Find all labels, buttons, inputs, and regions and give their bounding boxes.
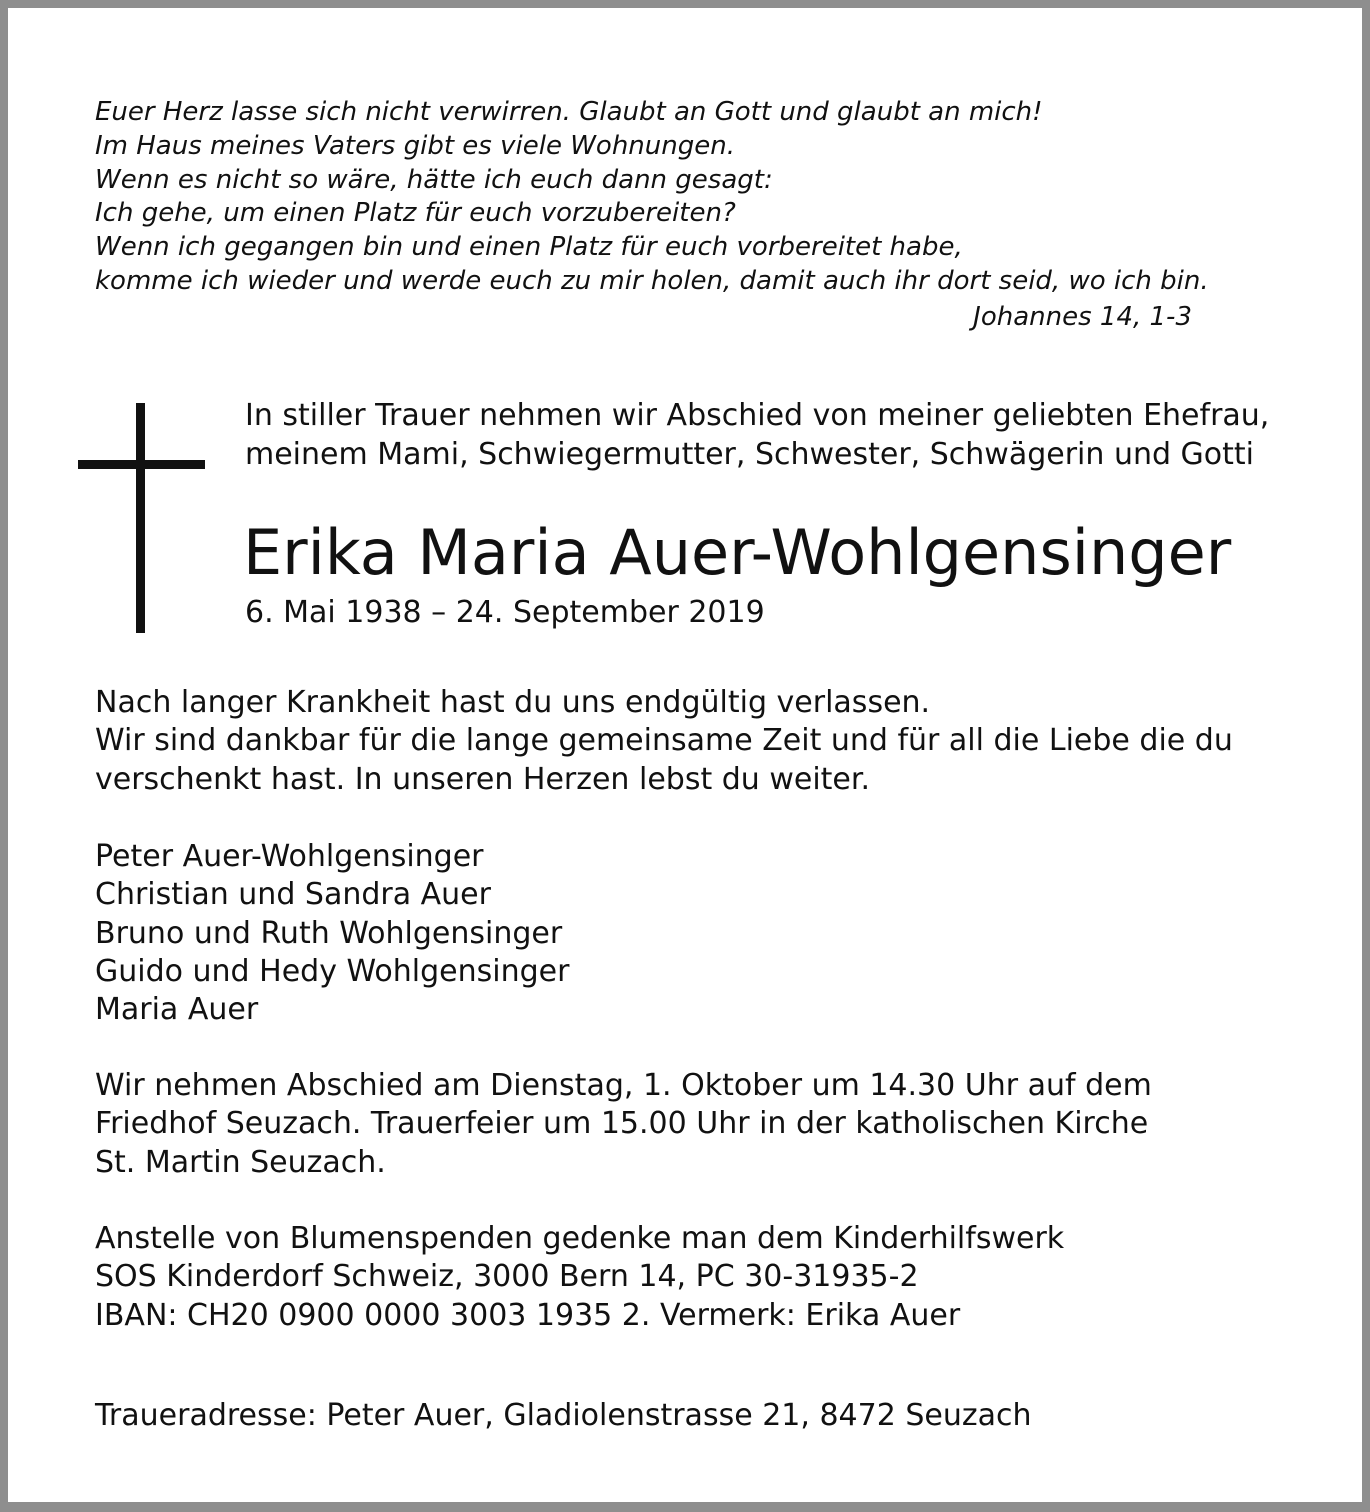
intro-line: meinem Mami, Schwiegermutter, Schwester, Schwägerin und Gotti xyxy=(245,436,1255,472)
mourning-address xyxy=(95,1397,1031,1435)
verse-line: Wenn es nicht so wäre, hätte ich euch dann gesagt: xyxy=(95,164,773,195)
intro-line: In stiller Trauer nehmen wir Abschied von meiner geliebten Ehefrau, xyxy=(245,398,1270,433)
donation-line: SOS Kinderdorf Schweiz, 3000 Bern 14, PC 30-31935-2 xyxy=(95,1259,919,1295)
family-member: Peter Auer-Wohlgensinger xyxy=(95,839,484,874)
message-line: Wir sind dankbar für die lange gemeinsame Zeit und für all die Liebe die du xyxy=(95,723,1233,759)
verse-line: Wenn ich gegangen bin und einen Platz für euch vorbereitet habe, xyxy=(95,232,963,263)
verse-line: Euer Herz lasse sich nicht verwirren. Glaubt an Gott und glaubt an mich! xyxy=(95,97,1043,127)
verse-line: Ich gehe, um einen Platz für euch vorzubereiten? xyxy=(95,198,736,229)
cross-icon xyxy=(78,403,205,633)
deceased-name: Erika Maria Auer-Wohlgensinger xyxy=(243,516,1232,589)
cross-horizontal-bar xyxy=(78,460,205,469)
family-list xyxy=(95,838,569,1029)
address-line: Traueradresse: Peter Auer, Gladiolenstrasse 21, 8472 Seuzach xyxy=(95,1398,1032,1433)
service-line: Friedhof Seuzach. Trauerfeier um 15.00 Uhr in der katholischen Kirche xyxy=(95,1106,1149,1142)
cross-vertical-bar xyxy=(136,403,145,633)
life-dates: 6. Mai 1938 – 24. September 2019 xyxy=(245,595,765,630)
obituary-notice xyxy=(8,8,1362,1502)
service-details xyxy=(95,1067,1152,1182)
bible-verse xyxy=(95,96,1209,299)
family-member: Guido und Hedy Wohlgensinger xyxy=(95,953,570,989)
message-line: Nach langer Krankheit hast du uns endgültig verlassen. xyxy=(95,685,931,720)
family-member: Christian und Sandra Auer xyxy=(95,877,491,913)
family-member: Bruno und Ruth Wohlgensinger xyxy=(95,915,563,951)
message-line: verschenkt hast. In unseren Herzen lebst du weiter. xyxy=(95,761,871,797)
farewell-message xyxy=(95,684,1233,799)
verse-line: komme ich wieder und werde euch zu mir holen, damit auch ihr dort seid, wo ich bin. xyxy=(95,265,1209,296)
family-member: Maria Auer xyxy=(95,992,259,1028)
donation-line: Anstelle von Blumenspenden gedenke man dem Kinderhilfswerk xyxy=(95,1221,1065,1256)
verse-line: Im Haus meines Vaters gibt es viele Wohnungen. xyxy=(95,130,735,161)
verse-reference: Johannes 14, 1-3 xyxy=(973,302,1192,332)
service-line: St. Martin Seuzach. xyxy=(95,1144,386,1180)
intro-text xyxy=(245,397,1345,474)
donation-details xyxy=(95,1220,1064,1335)
donation-line: IBAN: CH20 0900 0000 3003 1935 2. Vermerk: Erika Auer xyxy=(95,1297,961,1333)
service-line: Wir nehmen Abschied am Dienstag, 1. Oktober um 14.30 Uhr auf dem xyxy=(95,1068,1152,1103)
